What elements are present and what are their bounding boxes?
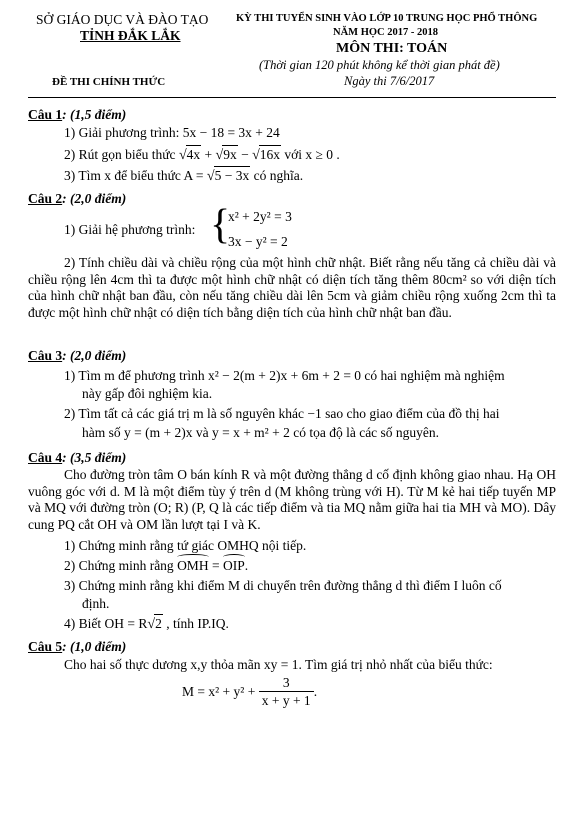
angle-oip: OIP — [222, 558, 245, 573]
q3-p1-line1: 1) Tìm m để phương trình x² − 2(m + 2)x + 6m + 2 = 0 có hai nghiệm mà nghiệm — [64, 368, 505, 383]
exam-title: KỲ THI TUYỂN SINH VÀO LỚP 10 TRUNG HỌC PHỔ THÔNG — [236, 13, 538, 24]
q5-text: Cho hai số thực dương x,y thỏa mãn xy = 1. Tìm giá trị nhỏ nhất của biểu thức: — [64, 657, 493, 672]
q5-expression — [182, 674, 317, 709]
q4-p3-line2: định. — [82, 596, 110, 611]
q4-part1: 1) Chứng minh rằng tứ giác OMHQ nội tiếp. — [64, 538, 307, 553]
q3-p2-line1: 2) Tìm tất cả các giá trị m là số nguyên khác −1 sao cho giao điểm của đồ thị hai — [64, 406, 500, 421]
header-divider — [28, 97, 556, 98]
q1-p2-suffix: với x ≥ 0 . — [281, 147, 340, 162]
q1-p1-equation: 5x − 18 = 3x + 24 — [182, 125, 280, 140]
q2-title: Câu 2 — [28, 191, 63, 206]
q4-part2 — [64, 557, 248, 574]
system-brace: { — [210, 202, 231, 248]
subject: MÔN THI: TOÁN — [336, 41, 448, 56]
q3-points: : (2,0 điểm) — [62, 348, 127, 363]
q2-system-eq2: 3x − y² = 2 — [228, 234, 288, 249]
q4-title: Câu 4 — [28, 450, 63, 465]
q3-p2-line2: hàm số y = (m + 2)x và y = x + m² + 2 có tọa độ là các số nguyên. — [82, 425, 440, 440]
q1-p3-prefix: 3) Tìm x để biểu thức A = — [64, 168, 207, 183]
q1-part2: 2) Rút gọn biểu thức √4x + √9x − √16x với x ≥ 0 . — [64, 147, 340, 163]
q4-heading — [28, 449, 126, 466]
q4-points: : (3,5 điểm) — [62, 450, 127, 465]
q5-fraction — [259, 674, 314, 709]
q5-expr-end: . — [313, 684, 318, 699]
q5-heading — [28, 638, 126, 655]
q2-system-eq1: x² + 2y² = 3 — [228, 209, 292, 224]
q4-p4-radical: 2 — [155, 616, 162, 631]
q1-title: Câu 1 — [28, 107, 63, 122]
q1-part1 — [64, 124, 280, 141]
q3-title: Câu 3 — [28, 348, 63, 363]
q1-p2-radical1: 4x — [186, 147, 201, 162]
q1-p3-radical: 5 − 3x — [214, 168, 250, 183]
q5-expr-left: M = x² + y² + — [182, 684, 259, 699]
q1-p2-radical2: 9x — [223, 147, 237, 162]
q1-p3-suffix: có nghĩa. — [250, 168, 304, 183]
q4-intro: Cho đường tròn tâm O bán kính R và một đường thẳng d cố định không giao nhau. Hạ OH vuông góc với d. M là một điểm tùy ý trên d (M không trùng với H). Từ M kẻ hai tiếp tuyến MP và MQ với đường tròn (O; R) (P, Q là các tiếp điểm và tia MQ nằm giữa hai tia MH và MO). Dây cung PQ cắt OH và OM lần lượt tại I và K. — [28, 467, 556, 532]
school-year: NĂM HỌC 2017 - 2018 — [333, 27, 438, 38]
q5-title: Câu 5 — [28, 639, 63, 654]
q2-p1-prefix: 1) Giải hệ phương trình: — [64, 222, 196, 237]
q2-part2: 2) Tính chiều dài và chiều rộng của một hình chữ nhật. Biết rằng nếu tăng cả chiều dài và chiều rộng lên 4cm thì ta được một hình chữ nhật có diện tích tăng thêm 80cm² so với diện tích của hình chữ nhật ban đầu, còn nếu tăng chiều dài lên 5cm và giảm chiều rộng xuống 2cm thì ta được một hình chữ nhật có diện tích bằng diện tích của hình chữ nhật ban đầu. — [28, 255, 556, 320]
q4-p2-suffix: . — [244, 558, 249, 573]
q1-p2-prefix: 2) Rút gọn biểu thức — [64, 147, 179, 162]
q4-p3-line1: 3) Chứng minh rằng khi điểm M di chuyển trên đường thẳng d thì điểm I luôn cố — [64, 578, 502, 593]
q5-frac-den: x + y + 1 — [261, 693, 311, 708]
q4-p4-prefix: 4) Biết OH = R — [64, 616, 148, 631]
q4-p2-eq: = — [208, 558, 223, 573]
q1-p2-radical3: 16x — [259, 147, 280, 162]
dept-line1: SỞ GIÁO DỤC VÀ ĐÀO TẠO — [36, 12, 209, 27]
exam-date: Ngày thi 7/6/2017 — [344, 74, 435, 88]
q1-heading — [28, 106, 126, 123]
q4-part4: 4) Biết OH = R√2 , tính IP.IQ. — [64, 616, 229, 632]
q5-points: : (1,0 điểm) — [62, 639, 127, 654]
q2-points: : (2,0 điểm) — [62, 191, 127, 206]
q4-p4-suffix: , tính IP.IQ. — [162, 616, 229, 631]
angle-omh: OMH — [177, 558, 209, 573]
q4-p2-prefix: 2) Chứng minh rằng — [64, 558, 178, 573]
q1-part3: 3) Tìm x để biểu thức A = √5 − 3x có nghĩa. — [64, 168, 304, 184]
q3-heading — [28, 347, 126, 364]
official-label: ĐỀ THI CHÍNH THỨC — [52, 76, 166, 88]
q5-frac-num: 3 — [259, 674, 314, 692]
q3-p1-line2: này gấp đôi nghiệm kia. — [82, 386, 213, 401]
q2-heading — [28, 190, 126, 207]
q1-points: : (1,5 điểm) — [62, 107, 127, 122]
q1-p1-prefix: 1) Giải phương trình: — [64, 125, 183, 140]
dept-line2: TỈNH ĐẮK LẮK — [80, 28, 181, 43]
duration: (Thời gian 120 phút không kể thời gian phát đề) — [259, 58, 500, 72]
